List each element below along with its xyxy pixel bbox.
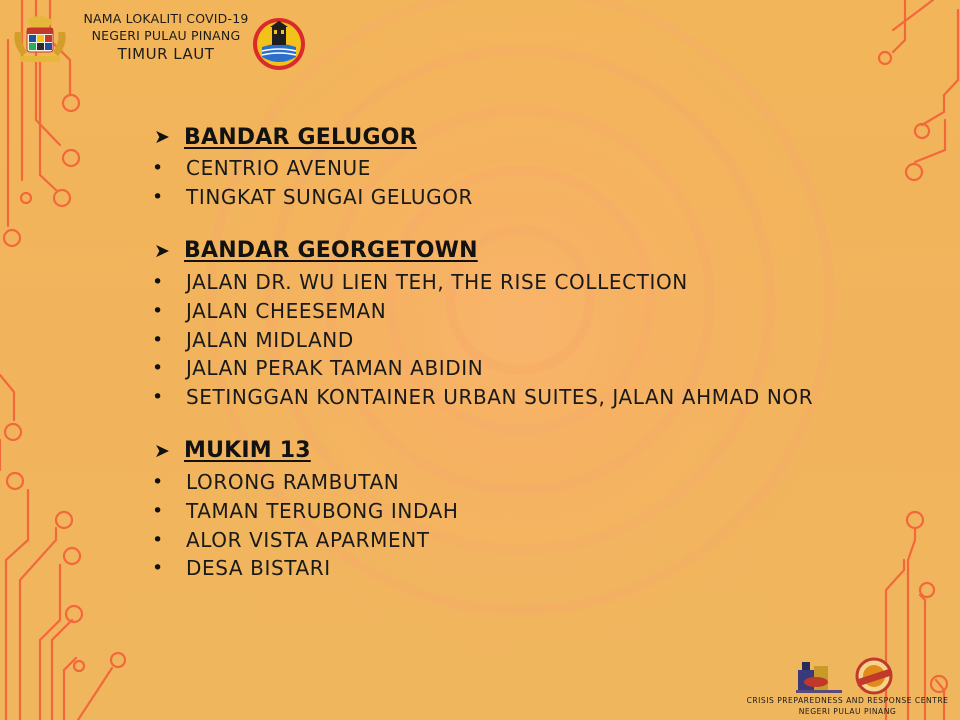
header-line-3: TIMUR LAUT — [117, 45, 215, 63]
header-line-2: NEGERI PULAU PINANG — [91, 28, 241, 43]
bullet-icon: • — [152, 357, 164, 380]
bullet-icon: • — [152, 557, 164, 580]
arrow-bullet-icon: ➤ — [154, 239, 170, 262]
arrow-bullet-icon: ➤ — [154, 126, 170, 148]
bullet-icon: • — [152, 328, 164, 351]
list-item — [150, 268, 910, 297]
arrow-bullet-icon: ➤ — [154, 439, 170, 462]
section-bandar-gelugor — [150, 120, 910, 212]
list-item-text: JALAN MIDLAND — [186, 327, 354, 352]
list-item — [150, 525, 910, 554]
section-title: MUKIM 13 — [184, 438, 311, 464]
section-bandar-georgetown — [150, 234, 910, 412]
cprc-logo-icon — [796, 662, 842, 693]
bullet-icon: • — [152, 186, 164, 209]
bullet-icon: • — [152, 499, 164, 522]
bullet-icon: • — [152, 386, 164, 409]
section-heading — [150, 234, 910, 268]
section-title: BANDAR GELUGOR — [184, 124, 417, 150]
footer-text — [740, 695, 955, 717]
footer-line-1: CRISIS PREPAREDNESS AND RESPONSE CENTRE — [746, 696, 949, 705]
header-line-1: NAMA LOKALITI COVID-19 — [83, 11, 249, 26]
footer-line-2: NEGERI PULAU PINANG — [798, 707, 897, 716]
list-item-text: LORONG RAMBUTAN — [186, 469, 400, 494]
penang-state-emblem-icon — [252, 17, 306, 71]
bullet-icon: • — [152, 470, 164, 493]
list-item — [150, 354, 910, 383]
list-item-text: DESA BISTARI — [186, 556, 331, 581]
section-title: BANDAR GEORGETOWN — [184, 238, 478, 264]
section-mukim-13 — [150, 434, 910, 583]
list-item — [150, 154, 910, 183]
list-item-text: TINGKAT SUNGAI GELUGOR — [186, 185, 474, 210]
list-item-text: CENTRIO AVENUE — [186, 156, 372, 181]
list-item — [150, 296, 910, 325]
list-item-text: JALAN DR. WU LIEN TEH, THE RISE COLLECTION — [186, 269, 688, 294]
list-item — [150, 468, 910, 497]
list-item — [150, 183, 910, 212]
badge-logo-icon — [856, 659, 892, 693]
malaysia-coat-of-arms-icon — [10, 14, 70, 66]
list-item — [150, 554, 910, 583]
section-heading — [150, 434, 910, 468]
list-item — [150, 383, 910, 412]
bullet-icon: • — [152, 270, 164, 293]
list-item-text: ALOR VISTA APARMENT — [186, 527, 430, 552]
locality-list — [150, 120, 910, 605]
footer-logos — [792, 656, 902, 698]
bullet-icon: • — [152, 299, 164, 322]
list-item-text: SETINGGAN KONTAINER URBAN SUITES, JALAN AHMAD NOR — [186, 385, 814, 410]
list-item-text: JALAN PERAK TAMAN ABIDIN — [186, 356, 484, 381]
section-heading — [150, 120, 910, 154]
list-item — [150, 496, 910, 525]
header-title — [68, 10, 264, 63]
list-item — [150, 325, 910, 354]
list-item-text: JALAN CHEESEMAN — [186, 298, 387, 323]
bullet-icon: • — [152, 157, 164, 180]
bullet-icon: • — [152, 528, 164, 551]
list-item-text: TAMAN TERUBONG INDAH — [186, 498, 459, 523]
